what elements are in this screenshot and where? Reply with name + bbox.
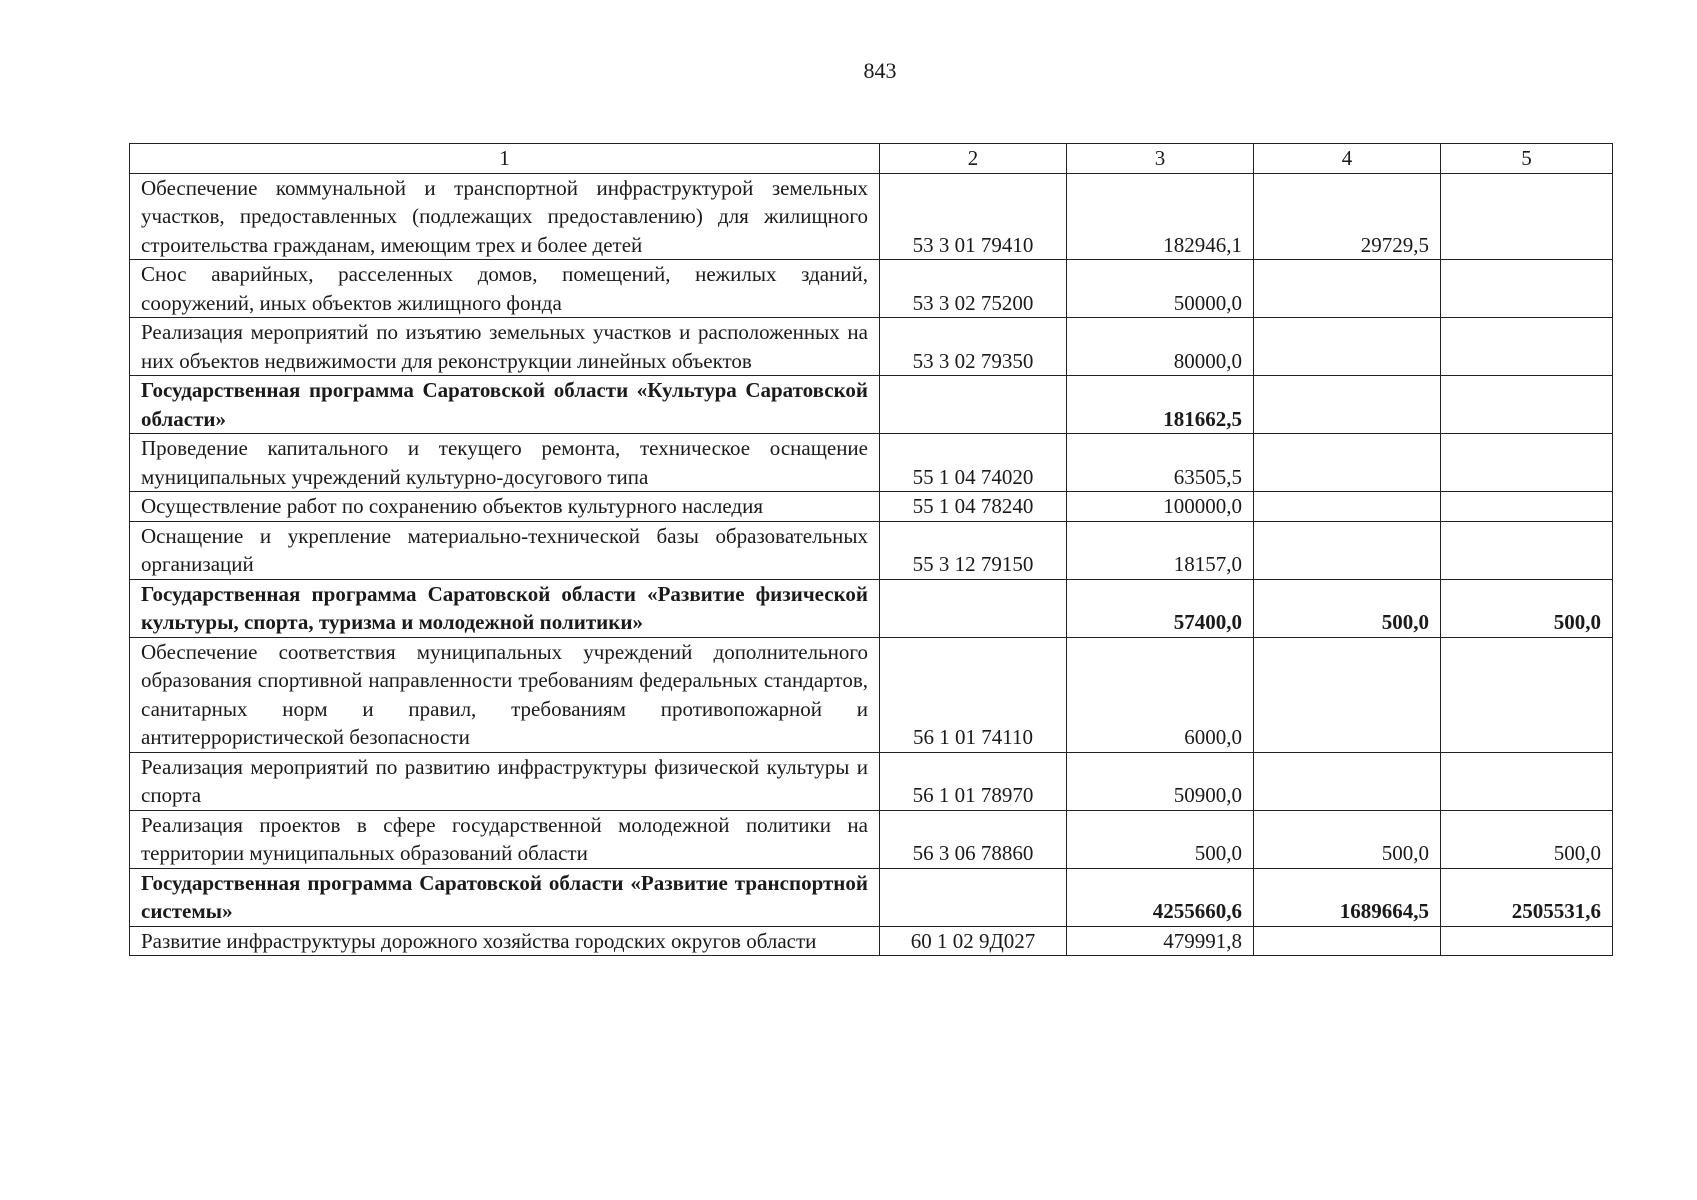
row-code: 55 1 04 78240	[880, 492, 1067, 522]
row-value-5	[1441, 260, 1613, 318]
row-value-3: 57400,0	[1067, 579, 1254, 637]
table-row	[130, 926, 1613, 956]
row-code: 60 1 02 9Д027	[880, 926, 1067, 956]
row-code: 56 3 06 78860	[880, 810, 1067, 868]
column-header-3: 3	[1067, 144, 1254, 174]
row-value-5	[1441, 521, 1613, 579]
column-number-row	[130, 144, 1613, 174]
column-header-4: 4	[1254, 144, 1441, 174]
row-name: Реализация мероприятий по изъятию земельных участков и расположенных на них объектов недвижимости для реконструкции линейных объектов	[130, 318, 880, 376]
row-value-5	[1441, 492, 1613, 522]
column-header-1: 1	[130, 144, 880, 174]
row-value-5	[1441, 318, 1613, 376]
row-code: 56 1 01 74110	[880, 637, 1067, 752]
row-name: Осуществление работ по сохранению объектов культурного наследия	[130, 492, 880, 522]
table-row	[130, 260, 1613, 318]
row-value-3: 479991,8	[1067, 926, 1254, 956]
row-code: 53 3 02 75200	[880, 260, 1067, 318]
table-row	[130, 810, 1613, 868]
row-value-5: 500,0	[1441, 810, 1613, 868]
row-code: 55 3 12 79150	[880, 521, 1067, 579]
row-name: Реализация мероприятий по развитию инфраструктуры физической культуры и спорта	[130, 752, 880, 810]
table-row	[130, 752, 1613, 810]
table-row	[130, 173, 1613, 260]
row-value-3: 63505,5	[1067, 434, 1254, 492]
row-value-3: 182946,1	[1067, 173, 1254, 260]
page-number: 843	[863, 58, 897, 83]
row-value-3: 80000,0	[1067, 318, 1254, 376]
row-value-4	[1254, 926, 1441, 956]
table-row	[130, 637, 1613, 752]
table-row	[130, 434, 1613, 492]
row-value-4: 500,0	[1254, 579, 1441, 637]
row-code: 55 1 04 74020	[880, 434, 1067, 492]
row-code: 56 1 01 78970	[880, 752, 1067, 810]
column-header-2: 2	[880, 144, 1067, 174]
row-name: Снос аварийных, расселенных домов, помещений, нежилых зданий, сооружений, иных объектов жилищного фонда	[130, 260, 880, 318]
row-name: Оснащение и укрепление материально-технической базы образовательных организаций	[130, 521, 880, 579]
row-code	[880, 376, 1067, 434]
table-row	[130, 318, 1613, 376]
row-value-4	[1254, 492, 1441, 522]
row-value-4: 29729,5	[1254, 173, 1441, 260]
row-value-3: 6000,0	[1067, 637, 1254, 752]
program-row	[130, 579, 1613, 637]
row-value-3: 4255660,6	[1067, 868, 1254, 926]
row-value-5	[1441, 173, 1613, 260]
row-value-5: 2505531,6	[1441, 868, 1613, 926]
row-name: Обеспечение соответствия муниципальных учреждений дополнительного образования спортивной направленности требованиям федеральных стандартов, санитарных норм и правил, требованиям противопожарной и антитеррористической безопасности	[130, 637, 880, 752]
row-value-4	[1254, 434, 1441, 492]
program-row	[130, 376, 1613, 434]
budget-table	[129, 143, 1613, 956]
row-value-3: 50000,0	[1067, 260, 1254, 318]
row-code	[880, 868, 1067, 926]
row-value-4	[1254, 752, 1441, 810]
row-value-5	[1441, 752, 1613, 810]
row-value-3: 181662,5	[1067, 376, 1254, 434]
row-value-4: 500,0	[1254, 810, 1441, 868]
row-code: 53 3 01 79410	[880, 173, 1067, 260]
row-name: Обеспечение коммунальной и транспортной инфраструктурой земельных участков, предоставленных (подлежащих предоставлению) для жилищного строительства гражданам, имеющим трех и более детей	[130, 173, 880, 260]
row-value-5: 500,0	[1441, 579, 1613, 637]
row-value-3: 500,0	[1067, 810, 1254, 868]
row-name: Государственная программа Саратовской области «Развитие физической культуры, спорта, туризма и молодежной политики»	[130, 579, 880, 637]
row-name: Реализация проектов в сфере государственной молодежной политики на территории муниципальных образований области	[130, 810, 880, 868]
row-name: Государственная программа Саратовской области «Развитие транспортной системы»	[130, 868, 880, 926]
row-value-3: 100000,0	[1067, 492, 1254, 522]
row-value-3: 50900,0	[1067, 752, 1254, 810]
program-row	[130, 868, 1613, 926]
row-value-5	[1441, 926, 1613, 956]
row-value-5	[1441, 376, 1613, 434]
row-value-4	[1254, 376, 1441, 434]
row-value-4	[1254, 637, 1441, 752]
row-value-4	[1254, 521, 1441, 579]
table-row	[130, 492, 1613, 522]
row-value-3: 18157,0	[1067, 521, 1254, 579]
row-value-4: 1689664,5	[1254, 868, 1441, 926]
row-code	[880, 579, 1067, 637]
row-value-4	[1254, 318, 1441, 376]
row-code: 53 3 02 79350	[880, 318, 1067, 376]
row-name: Развитие инфраструктуры дорожного хозяйства городских округов области	[130, 926, 880, 956]
row-value-4	[1254, 260, 1441, 318]
row-value-5	[1441, 637, 1613, 752]
row-name: Государственная программа Саратовской области «Культура Саратовской области»	[130, 376, 880, 434]
column-header-5: 5	[1441, 144, 1613, 174]
table-row	[130, 521, 1613, 579]
row-name: Проведение капитального и текущего ремонта, техническое оснащение муниципальных учреждений культурно-досугового типа	[130, 434, 880, 492]
row-value-5	[1441, 434, 1613, 492]
